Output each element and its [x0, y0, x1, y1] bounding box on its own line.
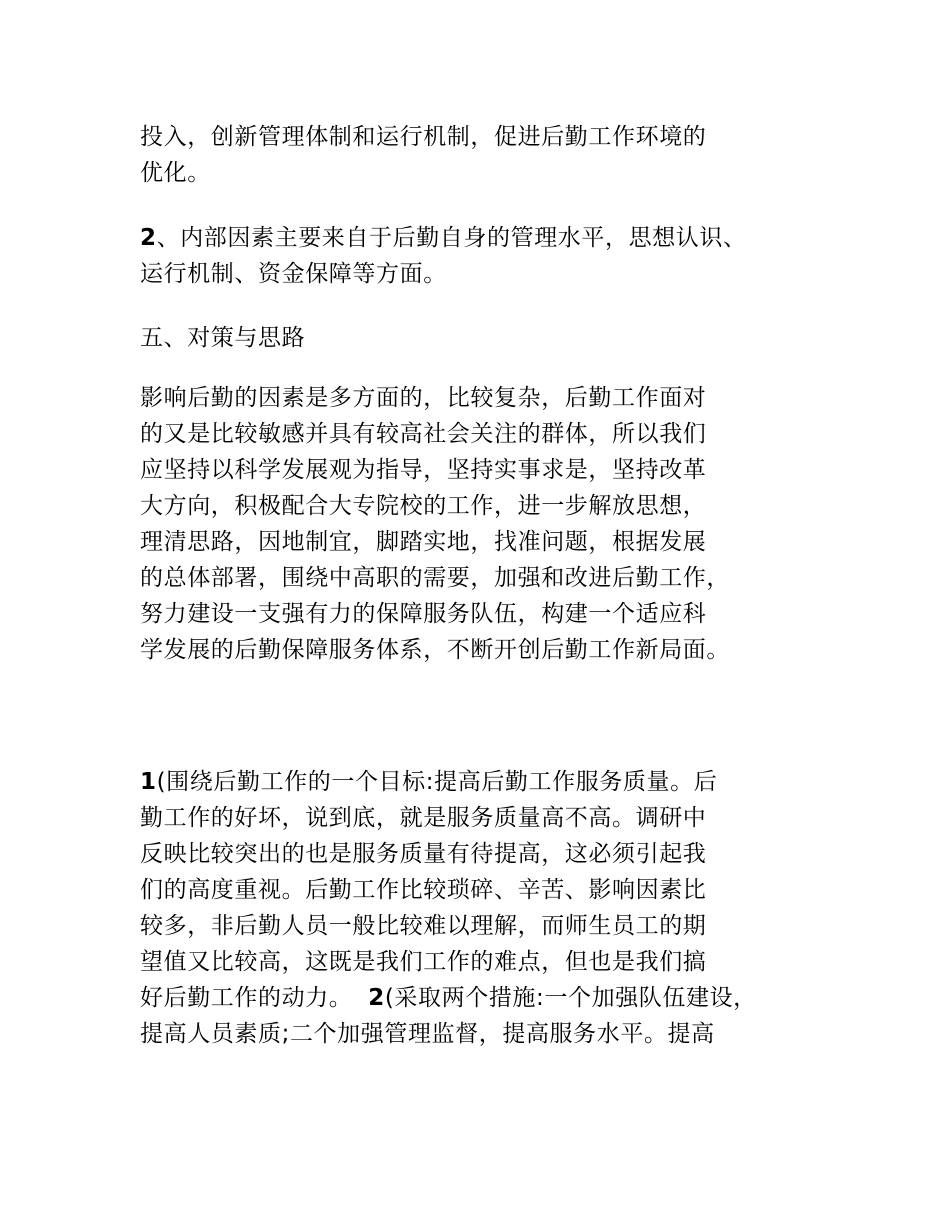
list-number: 2 [140, 225, 157, 251]
paragraph-goals-measures [140, 764, 840, 1052]
text-line: 的总体部署，围绕中高职的需要，加强和改进后勤工作， [140, 565, 730, 591]
text-segment: (围绕后勤工作的一个目标:提高后勤工作服务质量。后 [156, 769, 718, 795]
text-line: 努力建设一支强有力的保障服务队伍，构建一个适应科 [140, 601, 707, 627]
text-line: 投入，创新管理体制和运行机制，促进后勤工作环境的 [140, 124, 707, 150]
text-segment: (采取两个措施:一个加强队伍建设， [384, 985, 757, 1011]
text-line [140, 764, 840, 800]
text-line: 较多，非后勤人员一般比较难以理解，而师生员工的期 [140, 913, 707, 939]
text-line: 们的高度重视。后勤工作比较琐碎、辛苦、影响因素比 [140, 877, 707, 903]
text-line: 反映比较突出的也是服务质量有待提高，这必须引起我 [140, 841, 707, 867]
paragraph-internal-factors [140, 220, 840, 292]
text-line: 理清思路，因地制宜，脚踏实地，找准问题，根据发展 [140, 529, 707, 555]
text-line: 提高人员素质;二个加强管理监督，提高服务水平。提高 [140, 1021, 715, 1047]
text-line: 勤工作的好坏，说到底，就是服务质量高不高。调研中 [140, 805, 707, 831]
list-number: 1 [140, 769, 157, 795]
text-segment: 好后勤工作的动力。 [140, 985, 369, 1011]
list-number: 2 [368, 985, 385, 1011]
text-line [140, 220, 840, 256]
text-line: 望值又比较高，这既是我们工作的难点，但也是我们搞 [140, 949, 707, 975]
paragraph-strategy [140, 380, 840, 668]
section-heading [140, 320, 840, 356]
text-line: 运行机制、资金保障等方面。 [140, 261, 447, 287]
text-line: 应坚持以科学发展观为指导，坚持实事求是，坚持改革 [140, 457, 707, 483]
text-line: 大方向，积极配合大专院校的工作，进一步解放思想， [140, 493, 707, 519]
heading-text: 五、对策与思路 [140, 325, 306, 351]
text-line [140, 980, 840, 1016]
text-line: 学发展的后勤保障服务体系，不断开创后勤工作新局面。 [140, 637, 730, 663]
text-line: 优化。 [140, 160, 211, 186]
paragraph-investment-continuation [140, 119, 840, 191]
text-line: 影响后勤的因素是多方面的，比较复杂，后勤工作面对 [140, 385, 707, 411]
text-segment: 、内部因素主要来自于后勤自身的管理水平，思想认识、 [156, 225, 747, 251]
text-line: 的又是比较敏感并具有较高社会关注的群体，所以我们 [140, 421, 707, 447]
